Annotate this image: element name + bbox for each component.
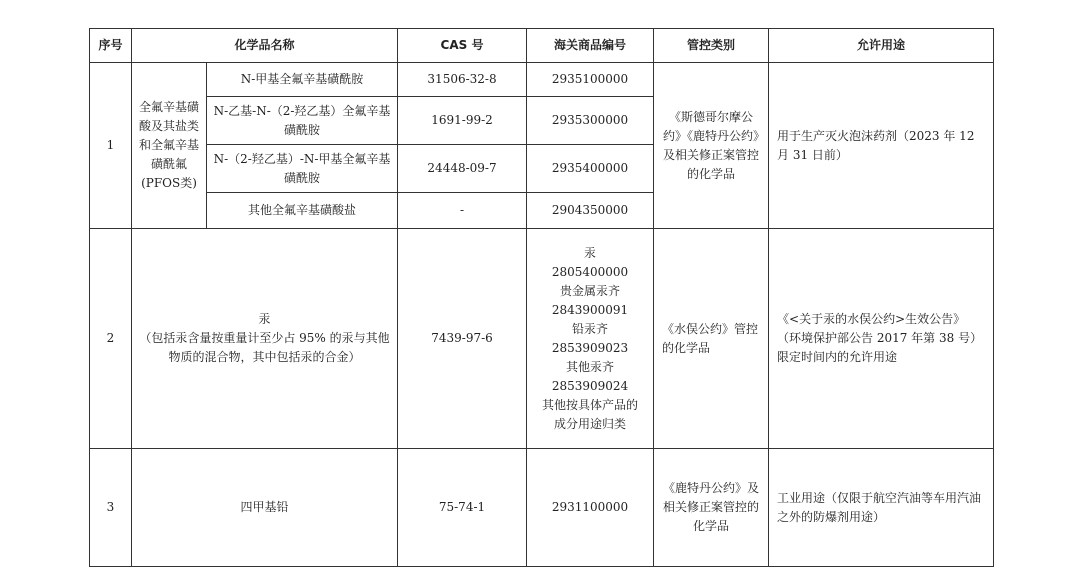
row1-item-hs: 2904350000 — [527, 193, 654, 229]
row2-cas: 7439-97-6 — [398, 229, 527, 449]
row2-hs-line: 2805400000 — [551, 264, 629, 279]
row3-use: 工业用途（仅限于航空汽油等车用汽油之外的防爆剂用途） — [769, 449, 994, 567]
row1-item-hs: 2935100000 — [527, 63, 654, 97]
row2-control: 《水俣公约》管控的化学品 — [654, 229, 769, 449]
row2-hs-line: 汞 — [584, 245, 597, 260]
row1-control: 《斯德哥尔摩公约》《鹿特丹公约》及相关修正案管控的化学品 — [654, 63, 769, 229]
header-seq: 序号 — [90, 29, 132, 63]
row1-item-name: N-甲基全氟辛基磺酰胺 — [207, 63, 398, 97]
row2-hs-line: 其他按具体产品的 — [542, 397, 639, 412]
row1-item-name: 其他全氟辛基磺酸盐 — [207, 193, 398, 229]
row3-control: 《鹿特丹公约》及相关修正案管控的化学品 — [654, 449, 769, 567]
row2-hs-line: 其他汞齐 — [566, 359, 615, 374]
row1-item-name: N-（2-羟乙基）-N-甲基全氟辛基磺酰胺 — [207, 145, 398, 193]
row1-use: 用于生产灭火泡沫药剂（2023 年 12 月 31 日前） — [769, 63, 994, 229]
chemicals-table — [89, 28, 994, 567]
row2-name — [132, 229, 398, 449]
row1-item-cas: - — [398, 193, 527, 229]
row2-hs-line: 贵金属汞齐 — [560, 283, 621, 298]
row2-hs-line: 2843900091 — [551, 302, 629, 317]
row3-cas: 75-74-1 — [398, 449, 527, 567]
row2-hs — [527, 229, 654, 449]
header-use: 允许用途 — [769, 29, 994, 63]
row1-item-cas: 1691-99-2 — [398, 97, 527, 145]
header-cas: CAS 号 — [398, 29, 527, 63]
row2-name-title: 汞 — [258, 312, 271, 326]
row2-seq: 2 — [90, 229, 132, 449]
header-name: 化学品名称 — [132, 29, 398, 63]
table-row — [90, 63, 994, 97]
row3-hs: 2931100000 — [527, 449, 654, 567]
header-hs-code: 海关商品编号 — [527, 29, 654, 63]
row1-item-hs: 2935300000 — [527, 97, 654, 145]
row2-use: 《<关于汞的水俣公约>生效公告》（环境保护部公告 2017 年第 38 号）限定时间内的允许用途 — [769, 229, 994, 449]
row2-hs-line: 2853909024 — [551, 378, 629, 393]
row1-seq: 1 — [90, 63, 132, 229]
row1-item-name: N-乙基-N-（2-羟乙基）全氟辛基磺酰胺 — [207, 97, 398, 145]
row2-hs-line: 成分用途归类 — [554, 416, 627, 431]
row1-item-cas: 31506-32-8 — [398, 63, 527, 97]
row1-group-name: 全氟辛基磺酸及其盐类和全氟辛基磺酰氟(PFOS类) — [132, 63, 207, 229]
row1-item-cas: 24448-09-7 — [398, 145, 527, 193]
row2-name-note: （包括汞含量按重量计至少占 95% 的汞与其他物质的混合物，其中包括汞的合金） — [139, 331, 390, 364]
header-control: 管控类别 — [654, 29, 769, 63]
table-row — [90, 449, 994, 567]
row2-hs-line: 2853909023 — [551, 340, 629, 355]
header-row — [90, 29, 994, 63]
row3-seq: 3 — [90, 449, 132, 567]
row3-name: 四甲基铅 — [132, 449, 398, 567]
row2-hs-line: 铅汞齐 — [572, 321, 609, 336]
row1-item-hs: 2935400000 — [527, 145, 654, 193]
table-row — [90, 229, 994, 449]
